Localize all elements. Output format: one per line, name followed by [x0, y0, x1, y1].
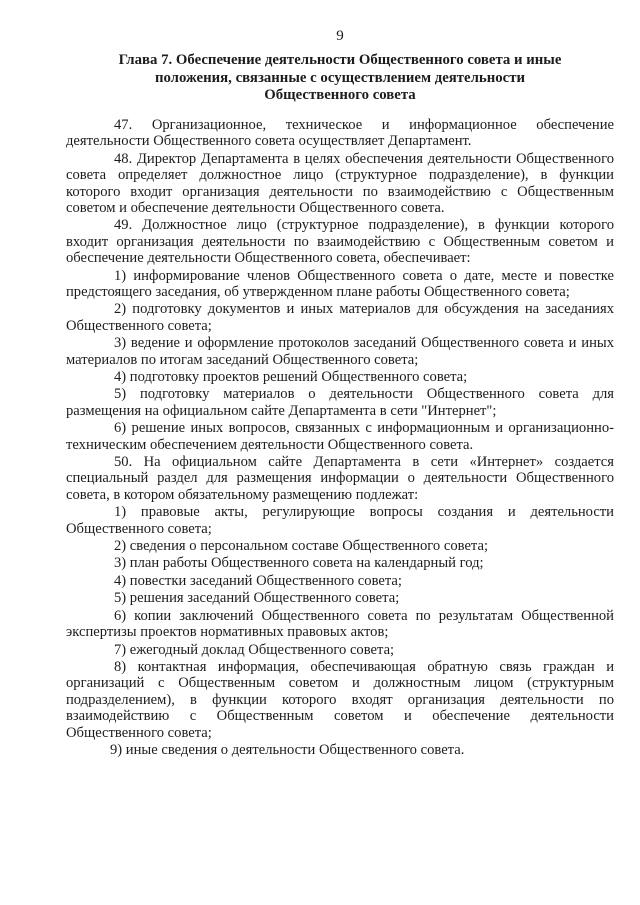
paragraph: 6) решение иных вопросов, связанных с информационным и организационно-техническим обеспечением деятельности Общественного совета. — [66, 420, 614, 453]
paragraph: 4) подготовку проектов решений Общественного совета; — [114, 369, 468, 385]
chapter-title-line: Глава 7. Обеспечение деятельности Общественного совета и иные — [118, 52, 562, 69]
paragraph: 5) подготовку материалов о деятельности Общественного совета для размещения на официальном сайте Департамента в сети "Интернет"; — [66, 386, 614, 419]
paragraph: 47. Организационное, техническое и информационное обеспечение деятельности Общественного совета осуществляет Департамент. — [66, 116, 614, 150]
paragraph: 7) ежегодный доклад Общественного совета; — [114, 641, 395, 658]
paragraph: 1) информирование членов Общественного совета о дате, месте и повестке предстоящего заседания, об утвержденном плане работы Общественного совета; — [66, 267, 614, 300]
paragraph: 1) правовые акты, регулирующие вопросы создания и деятельности Общественного совета; — [66, 504, 614, 537]
paragraph: 8) контактная информация, обеспечивающая обратную связь граждан и организаций с Общественным советом и должностным лицом (структурным подразделением), в функции которого входят организация деятельности по взаимодействию с Общественным советом и обеспечение деятельности Общественного совета; — [66, 658, 614, 741]
body-text — [66, 117, 614, 758]
page-number: 9 — [336, 28, 344, 44]
paragraph: 2) подготовку документов и иных материалов для обсуждения на заседаниях Общественного совета; — [66, 301, 614, 334]
paragraph: 2) сведения о персональном составе Общественного совета; — [114, 538, 489, 555]
paragraph: 3) план работы Общественного совета на календарный год; — [114, 555, 484, 572]
paragraph: 48. Директор Департамента в целях обеспечения деятельности Общественного совета определяет должностное лицо (структурное подразделение), в функции которого входит организация деятельности по взаимодействию с Общественным советом и обеспечение деятельности Общественного совета. — [66, 150, 614, 216]
paragraph: 50. На официальном сайте Департамента в сети «Интернет» создается специальный раздел для размещения информации о деятельности Общественного совета, в котором обязательному размещению подлежат: — [66, 454, 614, 503]
paragraph: 4) повестки заседаний Общественного совета; — [114, 572, 402, 589]
paragraph: 6) копии заключений Общественного совета по результатам Общественной экспертизы проектов нормативных правовых актов; — [66, 607, 614, 641]
paragraph: 49. Должностное лицо (структурное подразделение), в функции которого входит организация деятельности по взаимодействию с Общественным советом и обеспечение деятельности Общественного совета, обеспечивает: — [66, 217, 614, 267]
chapter-title-line: Общественного совета — [264, 87, 416, 104]
chapter-title-line: положения, связанные с осуществлением деятельности — [154, 69, 526, 86]
chapter-title — [66, 52, 614, 105]
paragraph: 3) ведение и оформление протоколов заседаний Общественного совета и иных материалов по итогам заседаний Общественного совета; — [66, 335, 614, 368]
paragraph: 9) иные сведения о деятельности Общественного совета. — [110, 741, 465, 758]
paragraph: 5) решения заседаний Общественного совета; — [114, 590, 400, 607]
